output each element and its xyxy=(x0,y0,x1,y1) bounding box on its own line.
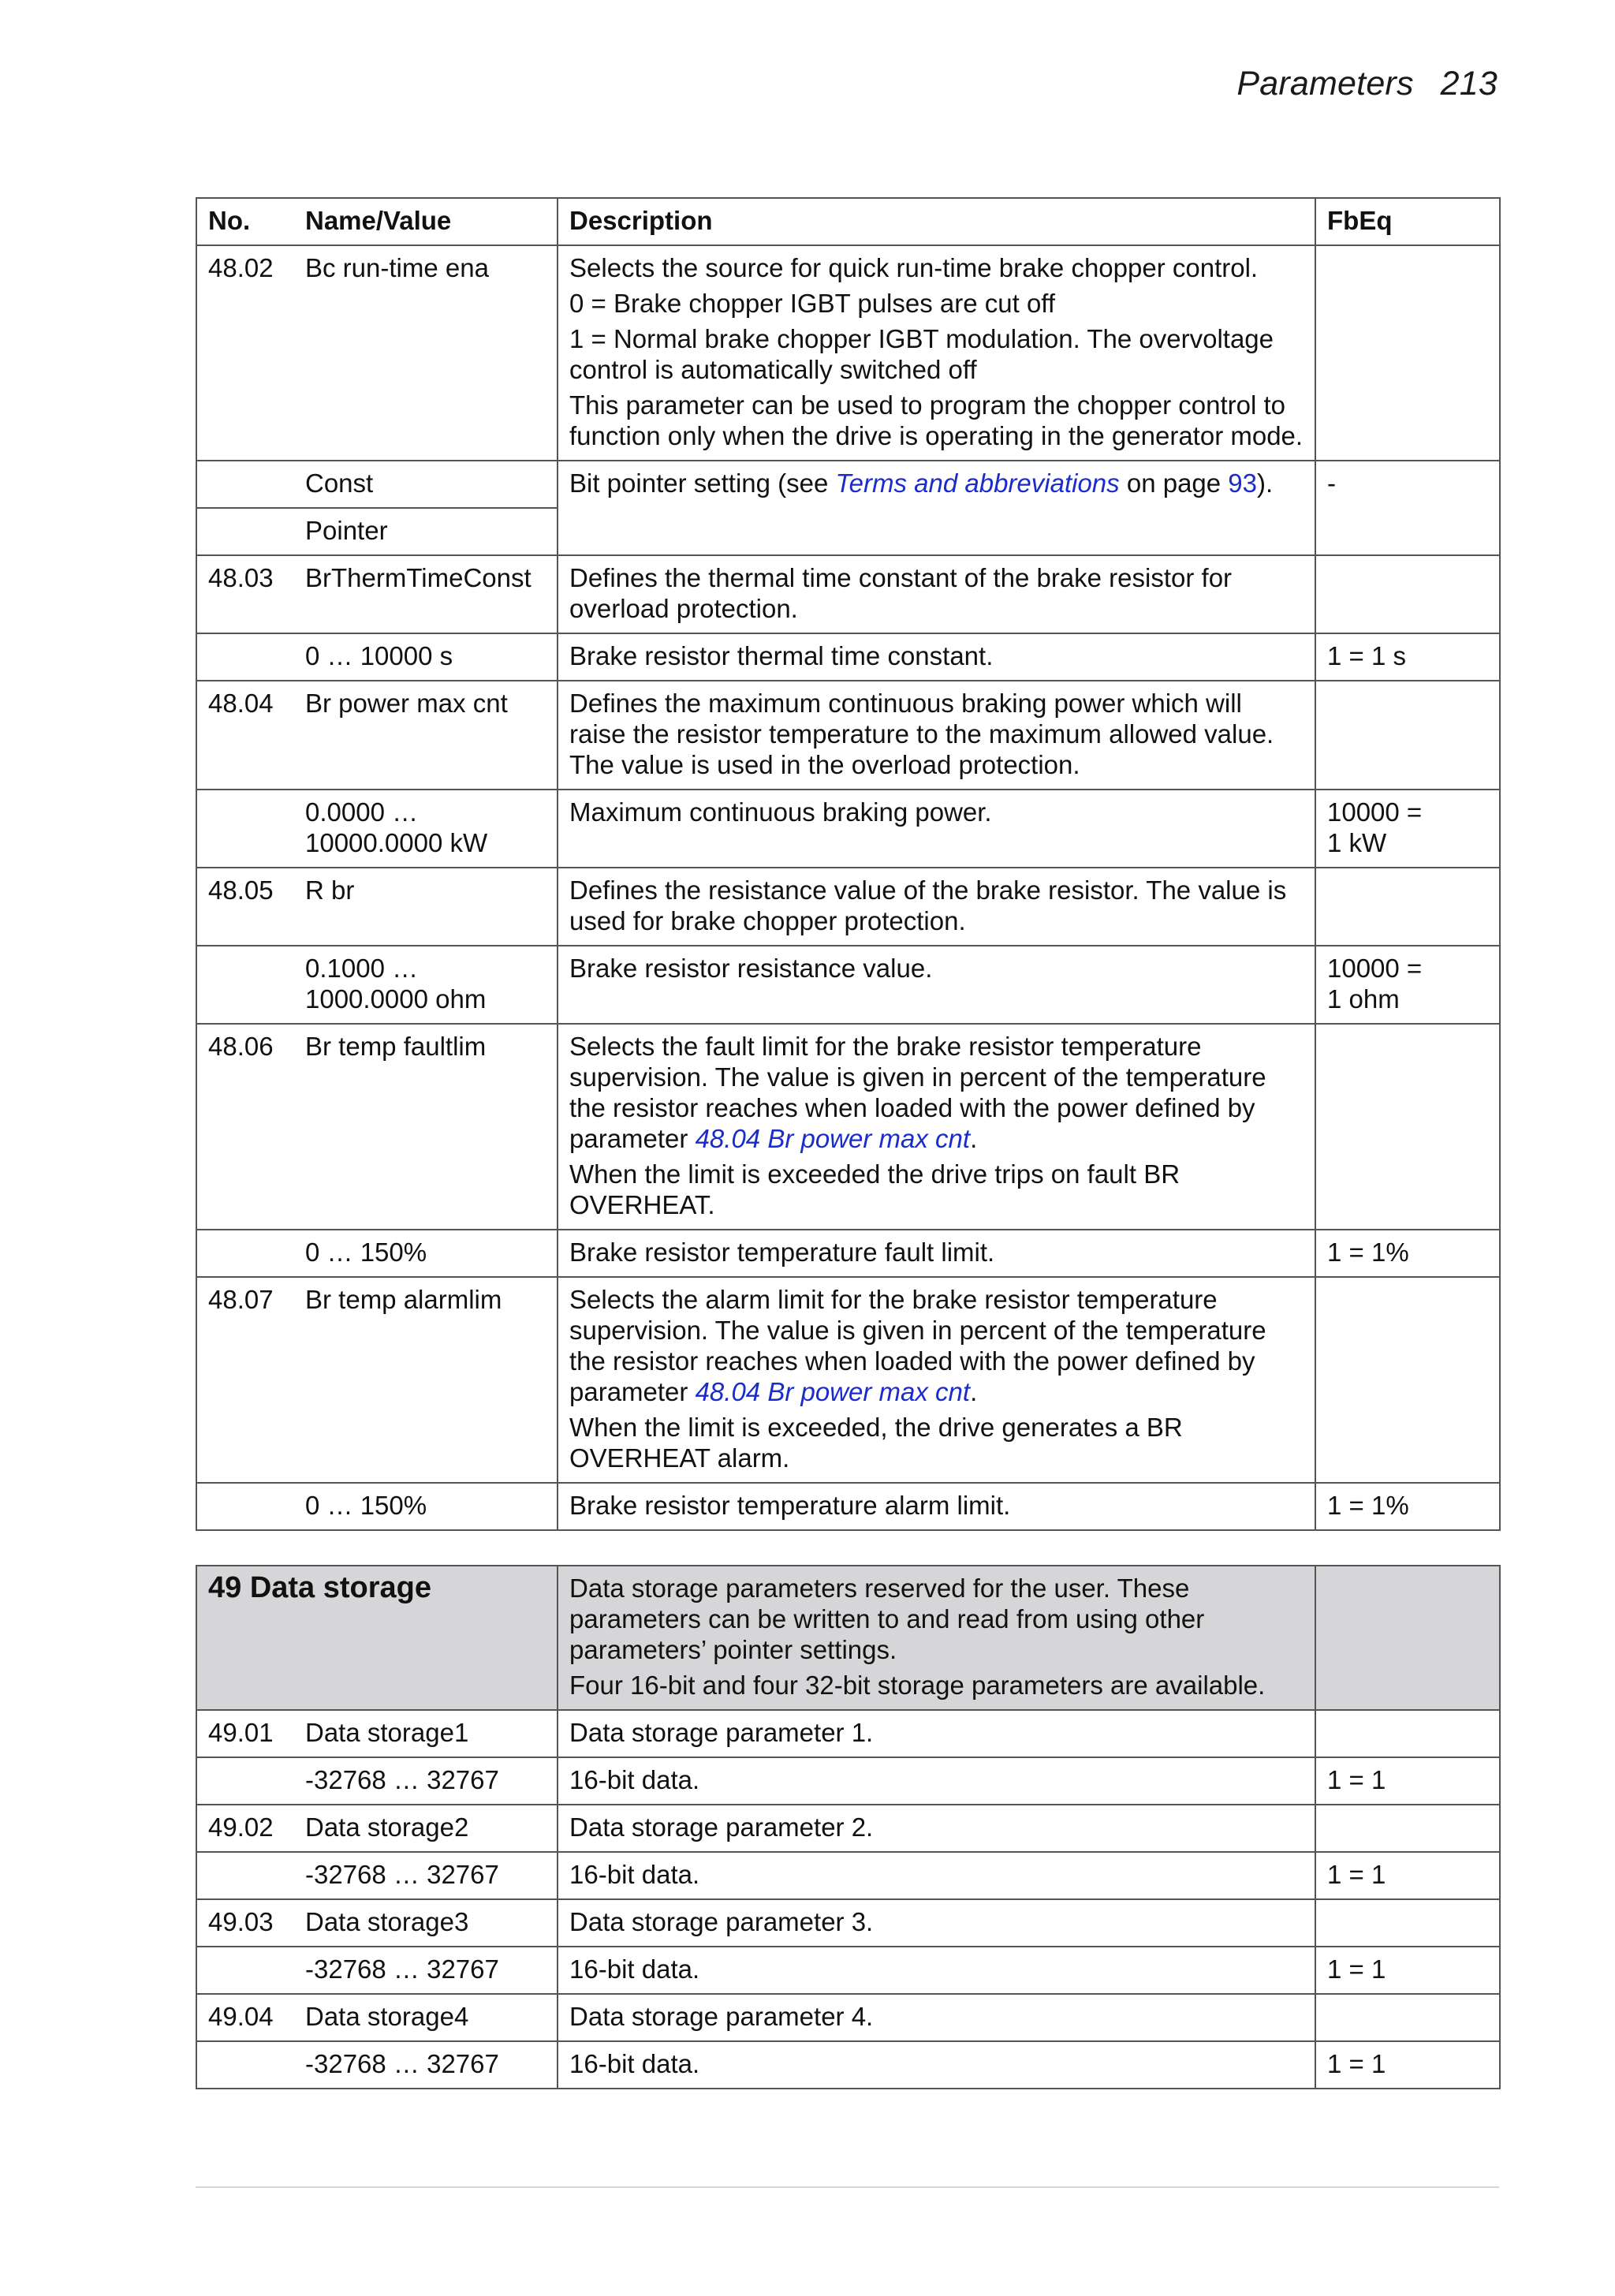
param-value: 0.0000 … 10000.0000 kW xyxy=(293,790,558,868)
param-name: Br temp faultlim xyxy=(293,1024,558,1230)
param-value: Const xyxy=(293,461,558,508)
param-number: 49.03 xyxy=(196,1899,293,1947)
section-title: Parameters xyxy=(1236,65,1414,103)
param-number: 48.03 xyxy=(196,555,293,633)
footer-divider xyxy=(196,2186,1499,2188)
parameters-table-48 xyxy=(196,197,1501,1531)
table-row xyxy=(196,868,1500,946)
param-fbeq: 1 = 1% xyxy=(1315,1230,1500,1277)
value-description: Brake resistor resistance value. xyxy=(558,946,1315,1024)
param-fbeq: 1 = 1% xyxy=(1315,1483,1500,1530)
param-description: Selects the fault limit for the brake resistor temperature supervision. The value is given in percent of the temperature the resistor reaches when loaded with the power defined by parameter 48.04 Br power max cnt. When the limit is exceeded the drive trips on fault BR OVERHEAT. xyxy=(558,1024,1315,1230)
param-value: -32768 … 32767 xyxy=(293,1757,558,1805)
param-fbeq: 10000 = 1 ohm xyxy=(1315,946,1500,1024)
table-row xyxy=(196,1230,1500,1277)
table-row xyxy=(196,2041,1500,2089)
param-number: 49.04 xyxy=(196,1994,293,2041)
param-description: Data storage parameter 1. xyxy=(558,1710,1315,1757)
param-description: Data storage parameter 3. xyxy=(558,1899,1315,1947)
param-value: 0 … 150% xyxy=(293,1230,558,1277)
value-description: Maximum continuous braking power. xyxy=(558,790,1315,868)
table-row xyxy=(196,681,1500,790)
param-fbeq: 1 = 1 xyxy=(1315,1852,1500,1899)
value-description: 16-bit data. xyxy=(558,2041,1315,2089)
param-description: Defines the resistance value of the brake resistor. The value is used for brake chopper protection. xyxy=(558,868,1315,946)
param-name: BrThermTimeConst xyxy=(293,555,558,633)
page-number: 213 xyxy=(1440,65,1498,103)
param-name: Bc run-time ena xyxy=(293,245,558,461)
value-description: Brake resistor temperature alarm limit. xyxy=(558,1483,1315,1530)
value-description: Bit pointer setting (see Terms and abbreviations on page 93). xyxy=(558,461,1315,555)
table-row xyxy=(196,461,1500,508)
param-number: 49.02 xyxy=(196,1805,293,1852)
param-description: Data storage parameter 4. xyxy=(558,1994,1315,2041)
param-number: 48.04 xyxy=(196,681,293,790)
param-name: Data storage4 xyxy=(293,1994,558,2041)
col-header-no: No. xyxy=(196,198,293,245)
param-number: 48.06 xyxy=(196,1024,293,1230)
group-title: 49 Data storage xyxy=(196,1566,558,1710)
table-row xyxy=(196,1899,1500,1947)
param-value: 0.1000 … 1000.0000 ohm xyxy=(293,946,558,1024)
value-description: 16-bit data. xyxy=(558,1852,1315,1899)
param-value: 0 … 150% xyxy=(293,1483,558,1530)
param-fbeq: - xyxy=(1315,461,1500,555)
param-description: Defines the maximum continuous braking power which will raise the resistor temperature to the maximum allowed value. The value is used in the overload protection. xyxy=(558,681,1315,790)
param-fbeq: 1 = 1 xyxy=(1315,2041,1500,2089)
param-number: 49.01 xyxy=(196,1710,293,1757)
param-number: 48.07 xyxy=(196,1277,293,1483)
param-description: Selects the alarm limit for the brake resistor temperature supervision. The value is given in percent of the temperature the resistor reaches when loaded with the power defined by parameter 48.04 Br power max cnt. When the limit is exceeded, the drive generates a BR OVERHEAT alarm. xyxy=(558,1277,1315,1483)
param-fbeq: 1 = 1 s xyxy=(1315,633,1500,681)
col-header-description: Description xyxy=(558,198,1315,245)
table-row xyxy=(196,946,1500,1024)
table-row xyxy=(196,1710,1500,1757)
page-93-link[interactable]: 93 xyxy=(1228,469,1258,498)
param-value: 0 … 10000 s xyxy=(293,633,558,681)
param-fbeq: 1 = 1 xyxy=(1315,1757,1500,1805)
table-row xyxy=(196,1483,1500,1530)
table-row xyxy=(196,1852,1500,1899)
terms-abbreviations-link[interactable]: Terms and abbreviations xyxy=(835,469,1120,498)
table-row xyxy=(196,555,1500,633)
col-header-name: Name/Value xyxy=(293,198,558,245)
param-fbeq xyxy=(1315,245,1500,461)
param-value: -32768 … 32767 xyxy=(293,2041,558,2089)
param-value: Pointer xyxy=(293,508,558,555)
param-name: Br power max cnt xyxy=(293,681,558,790)
param-4804-link[interactable]: 48.04 Br power max cnt xyxy=(695,1377,971,1406)
table-row xyxy=(196,1947,1500,1994)
param-name: Data storage2 xyxy=(293,1805,558,1852)
table-row xyxy=(196,245,1500,461)
param-value: -32768 … 32767 xyxy=(293,1947,558,1994)
value-description: Brake resistor temperature fault limit. xyxy=(558,1230,1315,1277)
value-description: 16-bit data. xyxy=(558,1947,1315,1994)
value-description: Brake resistor thermal time constant. xyxy=(558,633,1315,681)
param-value: -32768 … 32767 xyxy=(293,1852,558,1899)
table-row xyxy=(196,1277,1500,1483)
col-header-fbeq: FbEq xyxy=(1315,198,1500,245)
group-description: Data storage parameters reserved for the user. These parameters can be written to and read from using other parameters’ pointer settings. Four 16-bit and four 32-bit storage parameters are available. xyxy=(558,1566,1315,1710)
table-row xyxy=(196,790,1500,868)
value-description: 16-bit data. xyxy=(558,1757,1315,1805)
param-name: Br temp alarmlim xyxy=(293,1277,558,1483)
table-row xyxy=(196,1805,1500,1852)
param-fbeq: 10000 = 1 kW xyxy=(1315,790,1500,868)
param-name: Data storage3 xyxy=(293,1899,558,1947)
param-name: Data storage1 xyxy=(293,1710,558,1757)
group-header-row xyxy=(196,1566,1500,1710)
param-description: Defines the thermal time constant of the brake resistor for overload protection. xyxy=(558,555,1315,633)
param-name: R br xyxy=(293,868,558,946)
table-row xyxy=(196,1757,1500,1805)
param-fbeq: 1 = 1 xyxy=(1315,1947,1500,1994)
param-description: Data storage parameter 2. xyxy=(558,1805,1315,1852)
param-number: 48.05 xyxy=(196,868,293,946)
param-description: Selects the source for quick run-time brake chopper control. 0 = Brake chopper IGBT pulses are cut off 1 = Normal brake chopper IGBT modulation. The overvoltage control is automatically switched off This parameter can be used to program the chopper control to function only when the drive is operating in the generator mode. xyxy=(558,245,1315,461)
parameters-table-49 xyxy=(196,1565,1501,2089)
table-row xyxy=(196,1994,1500,2041)
param-number: 48.02 xyxy=(196,245,293,461)
table-row xyxy=(196,633,1500,681)
table-row xyxy=(196,1024,1500,1230)
param-4804-link[interactable]: 48.04 Br power max cnt xyxy=(695,1124,971,1153)
table-header-row xyxy=(196,198,1500,245)
page-header xyxy=(1236,65,1498,103)
